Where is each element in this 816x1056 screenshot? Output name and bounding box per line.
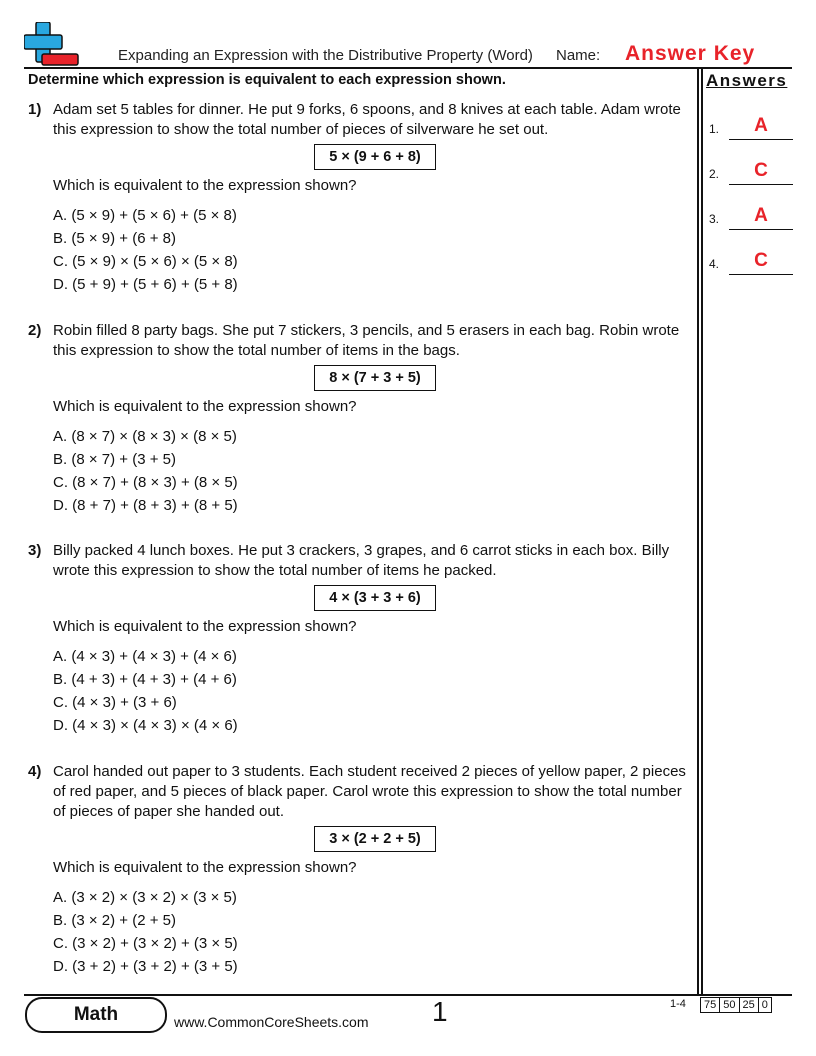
choice-b: B. (5 × 9) + (6 + 8): [53, 230, 176, 247]
answer-row: [709, 159, 793, 185]
question-prompt: Which is equivalent to the expression shown?: [53, 177, 357, 194]
answer-value: C: [729, 250, 793, 275]
page-number: 1: [432, 996, 448, 1027]
choice-a: A. (3 × 2) × (3 × 2) × (3 × 5): [53, 889, 237, 906]
choice-b: B. (8 × 7) + (3 + 5): [53, 451, 176, 468]
choice-c: C. (3 × 2) + (3 × 2) + (3 × 5): [53, 935, 238, 952]
answer-value: A: [729, 205, 793, 230]
choice-d: D. (5 + 9) + (5 + 6) + (5 + 8): [53, 276, 238, 293]
answers-heading: Answers: [706, 71, 788, 90]
question-prompt: Which is equivalent to the expression shown?: [53, 398, 357, 415]
column-divider-right: [701, 68, 703, 996]
expression-box: 5 × (9 + 6 + 8): [314, 144, 436, 170]
question-text: Billy packed 4 lunch boxes. He put 3 crackers, 3 grapes, and 6 carrot sticks in each box. Billy wrote this expression to show the total number of items he packed.: [53, 542, 670, 579]
choice-a: A. (5 × 9) + (5 × 6) + (5 × 8): [53, 207, 237, 224]
score-cell: 0: [758, 998, 771, 1013]
answer-row: [709, 114, 793, 140]
choice-b: B. (4 + 3) + (4 + 3) + (4 + 6): [53, 671, 237, 688]
score-cell: 25: [739, 998, 758, 1013]
worksheet-title: Expanding an Expression with the Distributive Property (Word): [118, 47, 533, 64]
answer-row: [709, 204, 793, 230]
question-number: 1): [28, 101, 42, 118]
answer-row: [709, 249, 793, 275]
footer-url: www.CommonCoreSheets.com: [174, 1014, 369, 1030]
question-number: 3): [28, 542, 42, 559]
choice-d: D. (3 + 2) + (3 + 2) + (3 + 5): [53, 958, 238, 975]
score-cell: 75: [701, 998, 720, 1013]
question-prompt: Which is equivalent to the expression shown?: [53, 618, 357, 635]
answer-key-label: Answer Key: [625, 42, 756, 65]
problem-range: 1-4: [670, 998, 686, 1010]
question-text: Carol handed out paper to 3 students. Each student received 2 pieces of yellow paper, 2 pieces of red paper, and 5 pieces of black paper. Carol wrote this expression to show the total number of pieces of paper she handed out.: [53, 763, 686, 820]
answer-number: 3.: [709, 212, 720, 226]
answer-value: A: [729, 115, 793, 140]
question-number: 2): [28, 322, 42, 339]
question-number: 4): [28, 763, 42, 780]
question-4: [24, 762, 690, 978]
question-prompt: Which is equivalent to the expression shown?: [53, 859, 357, 876]
question-2: [24, 321, 690, 517]
choice-a: A. (4 × 3) + (4 × 3) + (4 × 6): [53, 648, 237, 665]
plus-minus-logo-icon: [24, 22, 80, 70]
choice-c: C. (4 × 3) + (3 + 6): [53, 694, 177, 711]
choice-a: A. (8 × 7) × (8 × 3) × (8 × 5): [53, 428, 237, 445]
column-divider-left: [697, 68, 699, 996]
answer-value: C: [729, 160, 793, 185]
answer-number: 2.: [709, 167, 720, 181]
choice-d: D. (4 × 3) × (4 × 3) × (4 × 6): [53, 717, 238, 734]
choice-b: B. (3 × 2) + (2 + 5): [53, 912, 176, 929]
answer-number: 4.: [709, 257, 720, 271]
question-3: [24, 541, 690, 737]
footer-rule: [24, 994, 792, 996]
score-table: [700, 997, 772, 1013]
expression-box: 4 × (3 + 3 + 6): [314, 585, 436, 611]
choice-c: C. (5 × 9) × (5 × 6) × (5 × 8): [53, 253, 238, 270]
answer-number: 1.: [709, 122, 720, 136]
expression-box: 8 × (7 + 3 + 5): [314, 365, 436, 391]
expression-box: 3 × (2 + 2 + 5): [314, 826, 436, 852]
choice-c: C. (8 × 7) + (8 × 3) + (8 × 5): [53, 474, 238, 491]
name-label: Name:: [556, 47, 601, 64]
choice-d: D. (8 + 7) + (8 + 3) + (8 + 5): [53, 497, 238, 514]
directions: Determine which expression is equivalent to each expression shown.: [28, 72, 506, 88]
header-rule: [24, 67, 792, 69]
question-1: [24, 100, 690, 296]
question-text: Robin filled 8 party bags. She put 7 stickers, 3 pencils, and 5 erasers in each bag. Robin wrote this expression to show the total number of items in the bags.: [53, 322, 680, 359]
score-cell: 50: [720, 998, 739, 1013]
subject-badge: Math: [25, 997, 167, 1033]
question-text: Adam set 5 tables for dinner. He put 9 forks, 6 spoons, and 8 knives at each table. Adam wrote this expression to show the total number of pieces of silverware he set out.: [53, 101, 681, 138]
